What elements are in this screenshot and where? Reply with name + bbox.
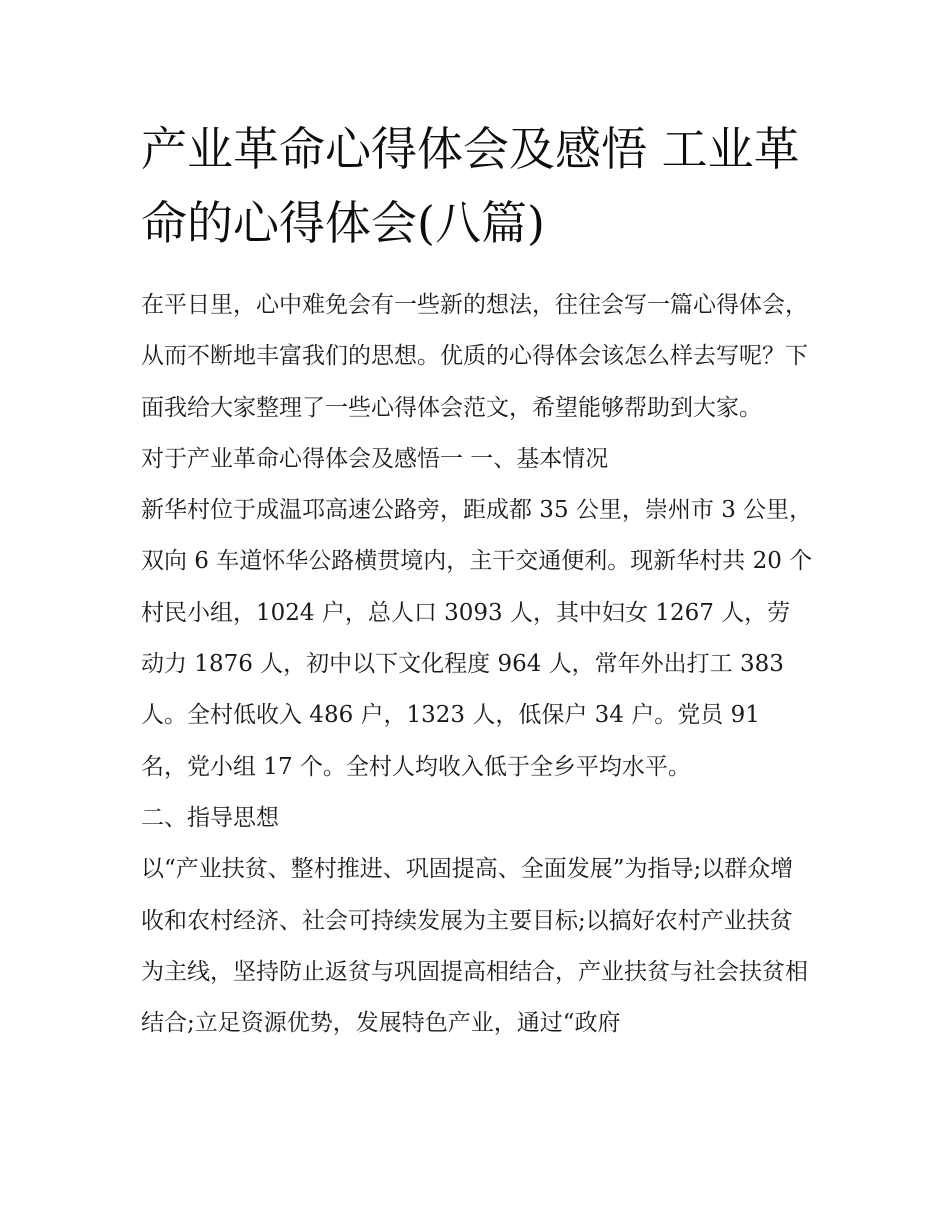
section-heading-guiding-thought: 二、指导思想 [141, 804, 279, 831]
document-title: 产业革命心得体会及感悟 工业革命的心得体会(八篇) [141, 122, 800, 250]
intro-paragraph: 在平日里，心中难免会有一些新的想法，往往会写一篇心得体会，从而不断地丰富我们的思想。优质的心得体会该怎么样去写呢？下面我给大家整理了一些心得体会范文，希望能够帮助到大家。 [141, 292, 808, 421]
guiding-thought-paragraph: 以“产业扶贫、整村推进、巩固提高、全面发展”为指导;以群众增收和农村经济、社会可持续发展为主要目标;以搞好农村产业扶贫为主线，坚持防止返贫与巩固提高相结合，产业扶贫与社会扶贫相结合;立足资源优势，发展特色产业，通过“政府 [141, 856, 808, 1037]
document-body [141, 112, 813, 1049]
section-heading-basic-situation: 对于产业革命心得体会及感悟一 一、基本情况 [141, 445, 609, 472]
basic-situation-paragraph: 新华村位于成温邛高速公路旁，距成都 35 公里，崇州市 3 公里，双向 6 车道怀华公路横贯境内，主干交通便利。现新华村共 20 个村民小组，1024 户，总人口 3093 人，其中妇女 1267 人，劳动力 1876 人，初中以下文化程度 964 人，常年外出打工 383 人。全村低收入 486 户，1323 人，低保户 34 户。党员 91 名，党小组 17 个。全村人均收入低于全乡平均水平。 [141, 497, 813, 780]
